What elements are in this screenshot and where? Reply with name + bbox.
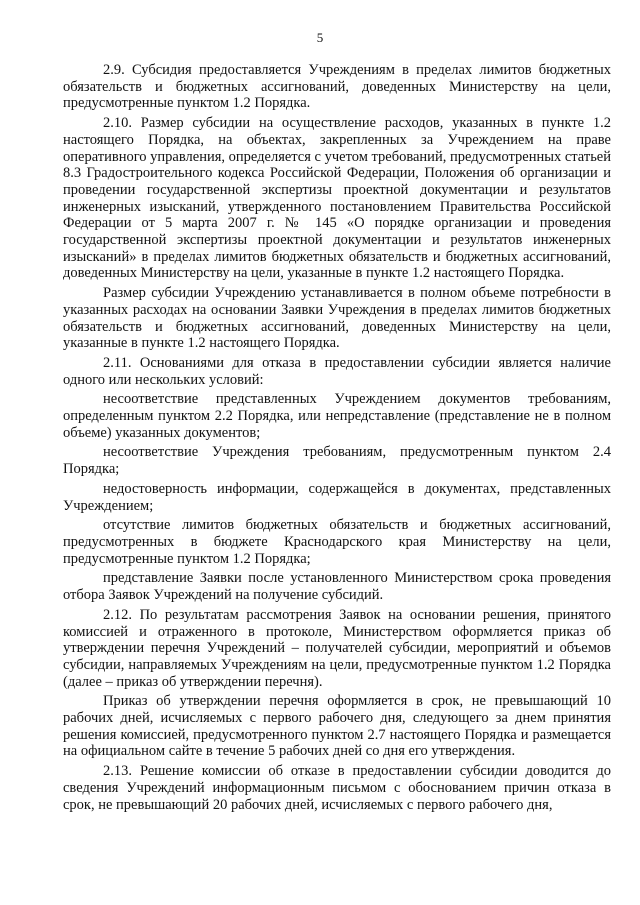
refusal-condition-item: несоответствие Учреждения требованиям, предусмотренным пунктом 2.4 Порядка;	[63, 444, 611, 478]
paragraph-2-9: 2.9. Субсидия предоставляется Учреждениям в пределах лимитов бюджетных обязательств и бюджетных ассигнований, доведенных Министерству на цели, предусмотренные пунктом 1.2 Порядка.	[63, 62, 611, 112]
refusal-condition-item: недостоверность информации, содержащейся в документах, представленных Учреждением;	[63, 480, 611, 514]
refusal-condition-item: несоответствие представленных Учреждением документов требованиям, определенным пунктом 2.2 Порядка, или непредставление (представление не в полном объеме) указанных документов;	[63, 391, 611, 441]
paragraph-2-13: 2.13. Решение комиссии об отказе в предоставлении субсидии доводится до сведения Учреждений информационным письмом с обоснованием причин отказа в срок, не превышающий 20 рабочих дней, исчисляемых с первого рабочего дня,	[63, 763, 611, 813]
page-number: 5	[316, 30, 324, 45]
paragraph-2-12: 2.12. По результатам рассмотрения Заявок на основании решения, принятого комиссией и отраженного в протоколе, Министерством оформляется приказ об утверждении перечня Учреждений – получателей субсидии, мероприятий и объемов субсидии, направляемых Учреждениям на цели, предусмотренные пунктом 1.2 Порядка (далее – приказ об утверждении перечня).	[63, 606, 611, 690]
refusal-condition-item: представление Заявки после установленного Министерством срока проведения отбора Заявок Учреждений на получение субсидий.	[63, 570, 611, 604]
paragraph-2-10: 2.10. Размер субсидии на осуществление расходов, указанных в пункте 1.2 настоящего Порядка, на объектах, закрепленных за Учреждением на праве оперативного управления, определяется с учетом требований, предусмотренных статьей 8.3 Градостроительного кодекса Российской Федерации, Положения об организации и проведении государственной экспертизы проектной документации и результатов инженерных изысканий, утвержденного постановлением Правительства Российской Федерации от 5 марта 2007 г. № 145 «О порядке организации и проведения государственной экспертизы проектной документации и результатов инженерных изысканий» в пределах лимитов бюджетных обязательств и бюджетных ассигнований, доведенных Министерству на цели, указанные в пункте 1.2 настоящего Порядка.	[63, 115, 611, 282]
paragraph-2-11: 2.11. Основаниями для отказа в предоставлении субсидии является наличие одного или нескольких условий:	[63, 354, 611, 388]
paragraph-order-approval: Приказ об утверждении перечня оформляется в срок, не превышающий 10 рабочих дней, исчисляемых с первого рабочего дня, следующего за днем принятия решения комиссией, предусмотренного пунктом 2.7 настоящего Порядка и размещается на официальном сайте в течение 5 рабочих дней со дня его утверждения.	[63, 693, 611, 760]
document-body	[63, 62, 611, 816]
paragraph-subsidy-size: Размер субсидии Учреждению устанавливается в полном объеме потребности в указанных расходах на основании Заявки Учреждения в пределах лимитов бюджетных обязательств и бюджетных ассигнований, доведенных Министерству на цели, указанные в пункте 1.2 настоящего Порядка.	[63, 285, 611, 352]
refusal-condition-item: отсутствие лимитов бюджетных обязательств и бюджетных ассигнований, предусмотренных в бюджете Краснодарского края Министерству на цели, предусмотренные пунктом 1.2 Порядка;	[63, 517, 611, 567]
